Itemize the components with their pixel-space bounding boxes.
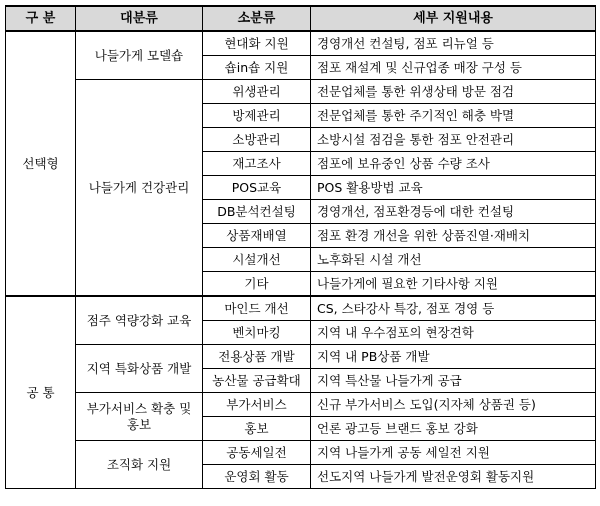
minor-category: 숍in숍 지원 [203, 56, 311, 80]
minor-category: 기타 [203, 272, 311, 297]
minor-category: 농산물 공급확대 [203, 369, 311, 393]
major-category: 점주 역량강화 교육 [76, 296, 203, 345]
header-detail: 세부 지원내용 [311, 6, 596, 31]
detail-cell: CS, 스타강사 특강, 점포 경영 등 [311, 296, 596, 321]
table-row [6, 393, 596, 417]
minor-category: 상품재배열 [203, 224, 311, 248]
minor-category: 전용상품 개발 [203, 345, 311, 369]
minor-category: 공동세일전 [203, 441, 311, 465]
detail-cell: 점포 재설계 및 신규업종 매장 구성 등 [311, 56, 596, 80]
table-row [6, 31, 596, 56]
detail-cell: 전문업체를 통한 위생상태 방문 점검 [311, 80, 596, 104]
minor-category: 현대화 지원 [203, 31, 311, 56]
detail-cell: 전문업체를 통한 주기적인 해충 박멸 [311, 104, 596, 128]
minor-category: 방제관리 [203, 104, 311, 128]
minor-category: 시설개선 [203, 248, 311, 272]
detail-cell: POS 활용방법 교육 [311, 176, 596, 200]
minor-category: 위생관리 [203, 80, 311, 104]
support-table [5, 5, 596, 489]
major-category: 부가서비스 확충 및 홍보 [76, 393, 203, 441]
minor-category: 벤치마킹 [203, 321, 311, 345]
detail-cell: 지역 내 PB상품 개발 [311, 345, 596, 369]
detail-cell: 경영개선, 점포환경등에 대한 컨설팅 [311, 200, 596, 224]
group-label: 선택형 [6, 31, 76, 296]
major-category: 나들가게 건강관리 [76, 80, 203, 297]
detail-cell: 소방시설 점검을 통한 점포 안전관리 [311, 128, 596, 152]
table-row [6, 296, 596, 321]
minor-category: DB분석컨설팅 [203, 200, 311, 224]
minor-category: 소방관리 [203, 128, 311, 152]
header-row [6, 6, 596, 31]
detail-cell: 나들가게에 필요한 기타사항 지원 [311, 272, 596, 297]
table-row [6, 345, 596, 369]
detail-cell: 지역 나들가게 공동 세일전 지원 [311, 441, 596, 465]
major-category: 나들가게 모델숍 [76, 31, 203, 80]
detail-cell: 신규 부가서비스 도입(지자체 상품권 등) [311, 393, 596, 417]
minor-category: 운영회 활동 [203, 465, 311, 489]
detail-cell: 점포에 보유중인 상품 수량 조사 [311, 152, 596, 176]
minor-category: 재고조사 [203, 152, 311, 176]
detail-cell: 점포 환경 개선을 위한 상품진열·재배치 [311, 224, 596, 248]
detail-cell: 지역 특산물 나들가게 공급 [311, 369, 596, 393]
header-major: 대분류 [76, 6, 203, 31]
minor-category: POS교육 [203, 176, 311, 200]
minor-category: 부가서비스 [203, 393, 311, 417]
detail-cell: 선도지역 나들가게 발전운영회 활동지원 [311, 465, 596, 489]
detail-cell: 지역 내 우수점포의 현장견학 [311, 321, 596, 345]
major-category: 지역 특화상품 개발 [76, 345, 203, 393]
detail-cell: 경영개선 컨설팅, 점포 리뉴얼 등 [311, 31, 596, 56]
minor-category: 마인드 개선 [203, 296, 311, 321]
minor-category: 홍보 [203, 417, 311, 441]
header-category: 구 분 [6, 6, 76, 31]
header-minor: 소분류 [203, 6, 311, 31]
table-row [6, 441, 596, 465]
detail-cell: 언론 광고등 브랜드 홍보 강화 [311, 417, 596, 441]
detail-cell: 노후화된 시설 개선 [311, 248, 596, 272]
major-category: 조직화 지원 [76, 441, 203, 489]
group-label: 공 통 [6, 296, 76, 489]
table-row [6, 80, 596, 104]
